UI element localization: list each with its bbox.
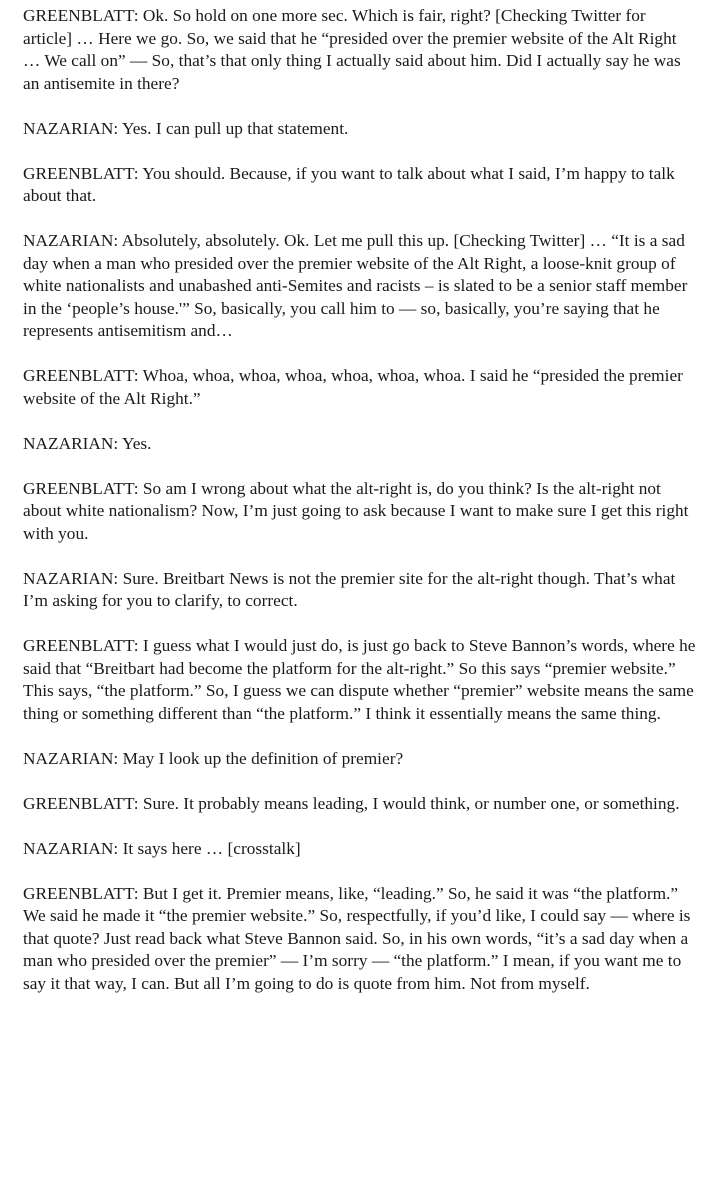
dialogue-text: May I look up the definition of premier? [122, 748, 404, 768]
transcript-paragraph [23, 838, 698, 861]
speaker-name: NAZARIAN : [23, 839, 123, 858]
speaker-name: GREENBLATT : [23, 794, 143, 813]
speaker-name: NAZARIAN : [23, 569, 123, 588]
dialogue-text: Whoa, whoa, whoa, whoa, whoa, whoa, whoa. I said he “presided the premier website of the Alt Right.” [23, 366, 683, 408]
speaker-name: GREENBLATT : [23, 636, 143, 655]
transcript-paragraph [23, 365, 698, 410]
speaker-name: NAZARIAN : [23, 434, 122, 453]
speaker-name: GREENBLATT : [23, 366, 143, 385]
transcript-paragraph [23, 230, 698, 343]
speaker-name: GREENBLATT : [23, 6, 143, 25]
speaker-name: GREENBLATT : [23, 479, 143, 498]
speaker-name: GREENBLATT : [23, 884, 143, 903]
dialogue-text: Absolutely, absolutely. Ok. Let me pull this up. [Checking Twitter] … “It is a sad day when a man who presided over the premier website of the Alt Right, a loose-knit group of white nationalists and unabashed anti-Semites and racists – is slated to be a senior staff member in the ‘people’s house.'” So, basically, you call him to — so, basically, you’re saying that he represents antisemitism and… [23, 231, 688, 340]
dialogue-text: Sure. It probably means leading, I would think, or number one, or something. [142, 793, 680, 813]
transcript-paragraph [23, 883, 698, 996]
dialogue-text: You should. Because, if you want to talk about what I said, I’m happy to talk about that. [23, 163, 675, 205]
dialogue-text: Yes. I can pull up that statement. [121, 118, 349, 138]
transcript-paragraph [23, 118, 698, 141]
dialogue-text: Yes. [121, 433, 152, 453]
transcript-paragraph [23, 793, 698, 816]
dialogue-text: It says here … [crosstalk] [122, 838, 301, 858]
transcript-paragraph [23, 635, 698, 725]
dialogue-text: Ok. So hold on one more sec. Which is fair, right? [Checking Twitter for article] … Here we go. So, we said that he “presided over the premier website of the Alt Right … We call on” — So, that’s that only thing I actually said about him. Did I actually say he was an antisemite in there? [23, 6, 681, 93]
transcript-paragraph [23, 433, 698, 456]
transcript-paragraph [23, 163, 698, 208]
transcript-paragraph [23, 5, 698, 95]
dialogue-text: I guess what I would just do, is just go back to Steve Bannon’s words, where he said that “Breitbart had become the platform for the alt-right.” So this says “premier website.” This says, “the platform.” So, I guess we can dispute whether “premier” website means the same thing or something different than “the platform.” I think it essentially means the same thing. [23, 636, 696, 723]
speaker-name: GREENBLATT : [23, 164, 142, 183]
speaker-name: NAZARIAN : [23, 749, 123, 768]
transcript-paragraph [23, 748, 698, 771]
dialogue-text: But I get it. Premier means, like, “leading.” So, he said it was “the platform.” We said he made it “the premier website.” So, respectfully, if you’d like, I could say — where is that quote? Just read back what Steve Bannon said. So, in his own words, “it’s a sad day when a man who presided over the premier” — I’m sorry — “the platform.” I mean, if you want me to say it that way, I can. But all I’m going to do is quote from him. Not from myself. [23, 883, 691, 993]
speaker-name: NAZARIAN : [23, 231, 122, 250]
transcript-paragraph [23, 568, 698, 613]
speaker-name: NAZARIAN : [23, 119, 122, 138]
dialogue-text: So am I wrong about what the alt-right is, do you think? Is the alt-right not about white nationalism? Now, I’m just going to ask because I want to make sure I get this right with you. [23, 478, 689, 543]
dialogue-text: Sure. Breitbart News is not the premier site for the alt-right though. That’s what I’m asking for you to clarify, to correct. [23, 568, 676, 610]
transcript-paragraph [23, 478, 698, 546]
